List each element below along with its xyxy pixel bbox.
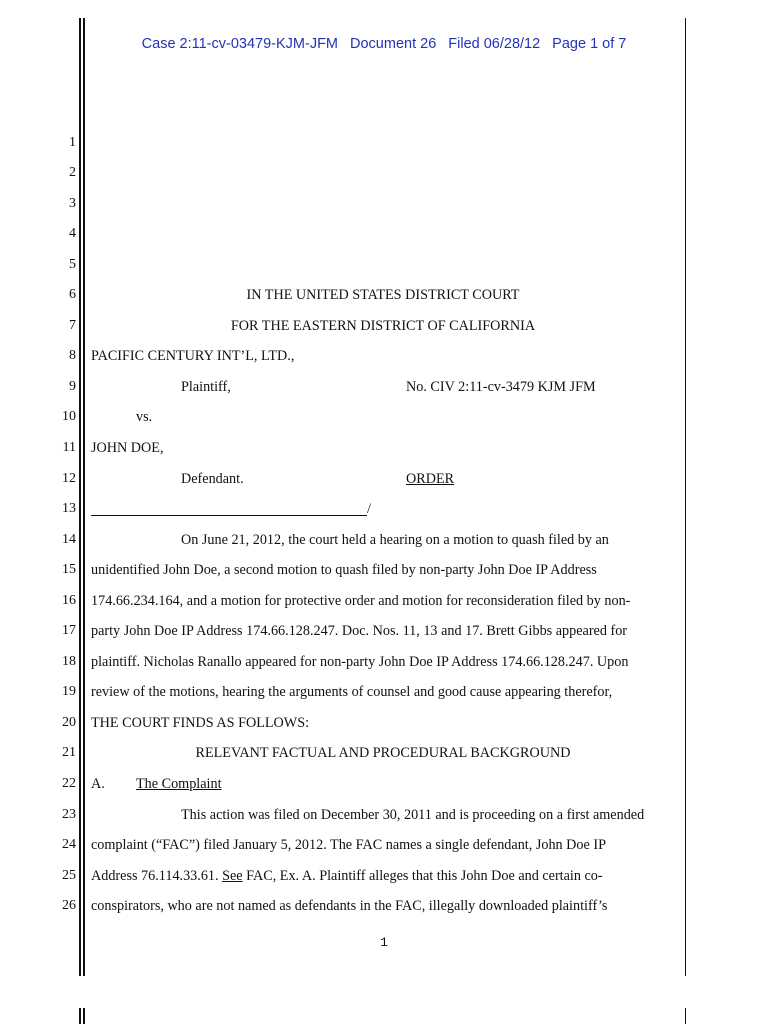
line-number: 20 — [62, 715, 76, 730]
caption-rule — [91, 515, 367, 516]
line-number: 21 — [62, 745, 76, 760]
line-number: 3 — [69, 196, 76, 211]
line-number: 13 — [62, 501, 76, 516]
line-number: 17 — [62, 623, 76, 638]
document-number: Document 26 — [350, 36, 437, 52]
body-line-25-pre: Address 76.114.33.61. — [91, 868, 223, 884]
case-number-caption: No. CIV 2:11-cv-3479 KJM JFM — [406, 379, 596, 395]
line-number: 15 — [62, 562, 76, 577]
body-line-25-post: FAC, Ex. A. Plaintiff alleges that this John Doe and certain co- — [242, 868, 603, 884]
line-number: 6 — [69, 287, 76, 302]
line-number: 22 — [62, 776, 76, 791]
line-number: 10 — [62, 409, 76, 424]
line-number: 1 — [69, 135, 76, 150]
line-number: 8 — [69, 348, 76, 363]
line-number: 18 — [62, 654, 76, 669]
document-title: ORDER — [406, 471, 455, 487]
next-page-rule-left-inner — [83, 1008, 85, 1024]
line-number: 23 — [62, 807, 76, 822]
filed-date: Filed 06/28/12 — [448, 36, 541, 52]
court-name: IN THE UNITED STATES DISTRICT COURT — [246, 287, 520, 303]
caption-slash: / — [367, 501, 371, 517]
plaintiff-role: Plaintiff, — [181, 379, 231, 395]
line-number: 11 — [62, 440, 76, 455]
body-line-23: This action was filed on December 30, 2011 and is proceeding on a first amended — [181, 807, 645, 823]
next-page-rule-left — [79, 1008, 81, 1024]
line-number: 16 — [62, 593, 76, 608]
filing-header — [0, 36, 768, 52]
defendant-name: JOHN DOE, — [91, 440, 164, 456]
versus: vs. — [136, 409, 153, 425]
page-number: 1 — [380, 935, 388, 950]
body-line-24: complaint (“FAC”) filed January 5, 2012. The FAC names a single defendant, John Doe IP — [91, 837, 606, 853]
left-margin-rule-inner — [83, 18, 85, 976]
line-number: 2 — [69, 165, 76, 180]
body-line-26: conspirators, who are not named as defendants in the FAC, illegally downloaded plaintiff’s — [91, 898, 608, 914]
page-count: Page 1 of 7 — [552, 36, 627, 52]
line-number: 12 — [62, 471, 76, 486]
body-line-17: party John Doe IP Address 174.66.128.247. Doc. Nos. 11, 13 and 17. Brett Gibbs appeared for — [91, 623, 628, 639]
section-heading: RELEVANT FACTUAL AND PROCEDURAL BACKGROUND — [195, 745, 571, 761]
body-line-15: unidentified John Doe, a second motion to quash filed by non-party John Doe IP Address — [91, 562, 597, 578]
line-number: 26 — [62, 898, 76, 913]
body-line-19: review of the motions, hearing the arguments of counsel and good cause appearing therefor, — [91, 684, 613, 700]
line-number: 9 — [69, 379, 76, 394]
see-signal: See — [222, 868, 243, 884]
subsection-letter: A. — [91, 776, 105, 792]
body-line-16: 174.66.234.164, and a motion for protective order and motion for reconsideration filed by non- — [91, 593, 631, 609]
body-line-18: plaintiff. Nicholas Ranallo appeared for non-party John Doe IP Address 174.66.128.247. Upon — [91, 654, 629, 670]
line-number: 7 — [69, 318, 76, 333]
body-line-20: THE COURT FINDS AS FOLLOWS: — [91, 715, 310, 731]
body-line-14: On June 21, 2012, the court held a hearing on a motion to quash filed by an — [181, 532, 609, 548]
subsection-heading: The Complaint — [136, 776, 222, 792]
body-line-25 — [91, 869, 603, 883]
left-margin-rule-outer — [79, 18, 81, 976]
right-margin-rule — [685, 18, 686, 976]
plaintiff-name: PACIFIC CENTURY INT’L, LTD., — [91, 348, 295, 364]
court-district: FOR THE EASTERN DISTRICT OF CALIFORNIA — [230, 318, 536, 334]
next-page-rule-right — [685, 1008, 686, 1024]
line-number: 5 — [69, 257, 76, 272]
defendant-role: Defendant. — [181, 471, 244, 487]
line-number: 14 — [62, 532, 76, 547]
line-number: 25 — [62, 868, 76, 883]
line-number: 4 — [69, 226, 76, 241]
case-number: Case 2:11-cv-03479-KJM-JFM — [141, 36, 339, 52]
line-number: 19 — [62, 684, 76, 699]
line-number: 24 — [62, 837, 76, 852]
